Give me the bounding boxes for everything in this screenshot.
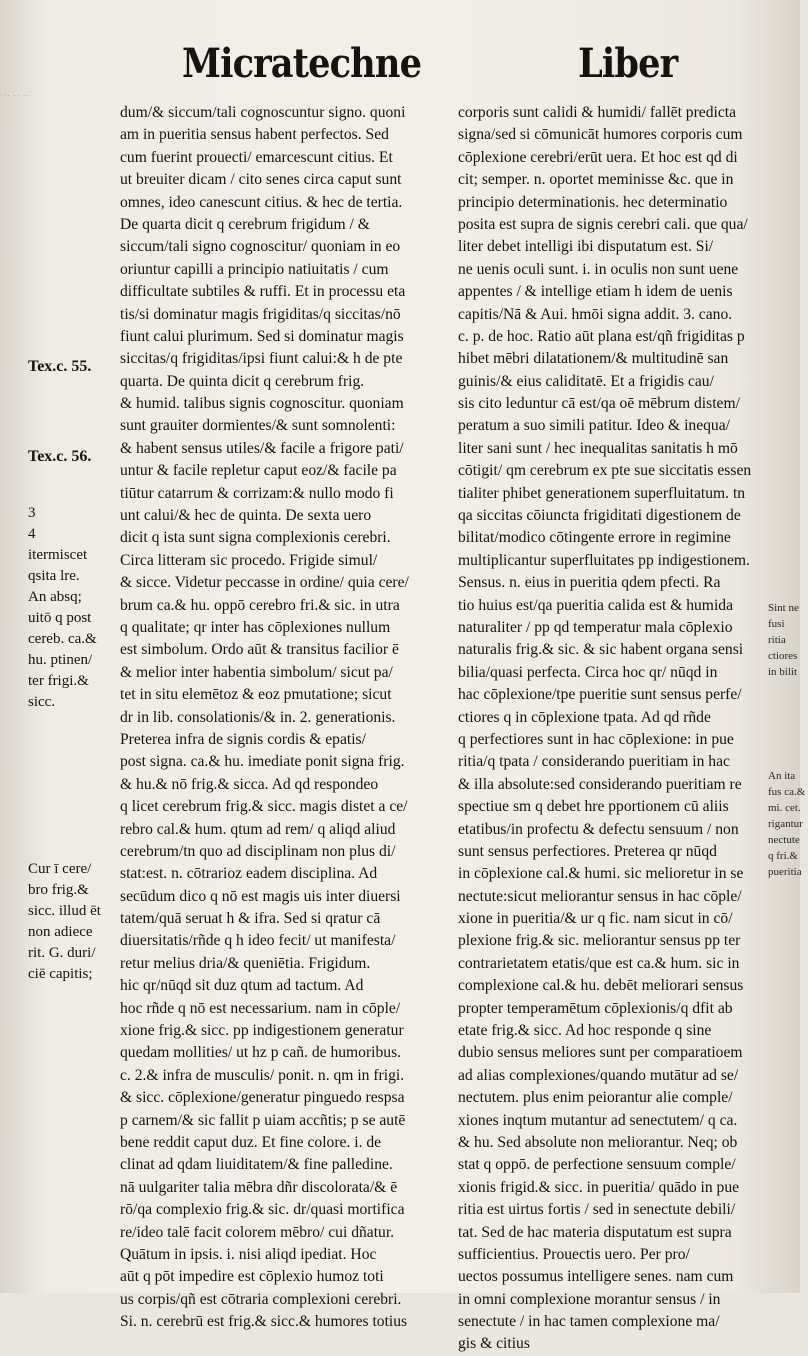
text-line: spectiue sm q debet hre pportionem cū aliis <box>458 798 729 816</box>
running-header-right: Liber <box>578 40 678 87</box>
text-line: retur melius dria/& queniētia. Frigidum. <box>120 954 371 972</box>
margin-note-line: rigantur <box>768 818 803 830</box>
margin-note-line: Sint ne <box>768 602 799 614</box>
margin-note-line: fus ca.& <box>768 786 806 798</box>
margin-note-line: itermiscet <box>28 547 88 563</box>
margin-note-text-55: Tex.c. 55. <box>28 358 92 375</box>
text-line: sufficientius. Prouectis uero. Per pro/ <box>458 1245 690 1263</box>
text-line: ne uenis oculi sunt. i. in oculis non sunt uene <box>458 260 739 278</box>
text-line: in omni complexione morantur sensus / in <box>458 1290 721 1308</box>
text-line: liter sani sunt / hec inequalitas sanitatis h mō <box>458 439 738 457</box>
text-line: complexione cal.& hu. debēt meliorari sensus <box>458 977 744 995</box>
margin-note-line: Cur ī cere/ <box>28 861 92 877</box>
text-line: Circa litteram sic procedo. Frigide simul/ <box>120 551 378 569</box>
text-line: q qualitate; qr inter has cōplexiones nullum <box>120 618 391 636</box>
text-line: clinat ad qdam liuiditatem/& fine palledine. <box>120 1156 393 1174</box>
text-line: xione frig.& sicc. pp indigestionem generatur <box>120 1022 404 1040</box>
text-line: dr in lib. consolationis/& in. 2. generationis. <box>120 708 396 726</box>
text-line: & hu. Sed absolute non meliorantur. Neq; ob <box>458 1133 738 1151</box>
text-line: liter debet intelligi ibi disputatum est. Si/ <box>458 238 714 256</box>
margin-note-line: ter frigi.& <box>28 673 89 689</box>
text-line: oriuntur capilli a principio natiuitatis / cum <box>120 260 389 278</box>
text-line: plexione frig.& sic. meliorantur sensus pp ter <box>458 932 741 950</box>
margin-note-line: 4 <box>28 526 36 542</box>
text-line: ad alias complexiones/quando mutātur ad se/ <box>458 1066 739 1084</box>
text-line: multiplicantur superfluitates pp indigestionem. <box>458 551 750 569</box>
margin-note-line: q fri.& <box>768 850 798 862</box>
text-line: gis & citius <box>458 1335 530 1353</box>
text-line: cōplexione cerebri/erūt uera. Et hoc est qd di <box>458 148 738 166</box>
text-line: & habent sensus utiles/& facile a frigore pati/ <box>120 439 404 457</box>
margin-note-line: nectute <box>768 834 800 846</box>
text-line: & hu.& nō frig.& sicca. Ad qd respondeo <box>120 775 379 793</box>
text-line: hoc rñde q nō est necessarium. nam in cōple/ <box>120 999 401 1017</box>
running-header-left: Micratechne <box>182 40 422 87</box>
margin-note-line: An ita <box>768 770 796 782</box>
text-line: c. p. de hoc. Ratio aūt plana est/qñ frigiditas p <box>458 327 745 345</box>
text-line: stat q oppō. de perfectione sensuum comple/ <box>458 1156 736 1174</box>
margin-note-line: rit. G. duri/ <box>28 945 96 961</box>
text-line: bilitat/modico cōtingente errore in regimine <box>458 529 731 547</box>
text-line: De quarta dicit q cerebrum frigidum / & <box>120 215 370 233</box>
text-line: bilia/quasi perfecta. Circa hoc qr/ nūqd in <box>458 663 718 681</box>
margin-note-line: ciē capitis; <box>28 966 93 982</box>
text-line: quedam mollities/ ut hz p cañ. de humoribus. <box>120 1044 402 1062</box>
text-line: secūdum dico q nō est magis uis inter diuersi <box>120 887 401 905</box>
gutter-smudge: ·· ·· ·· <box>4 92 30 100</box>
text-line: tet in situ elemētoz & eoz pmutatione; sicut <box>120 686 392 704</box>
text-line: us corpis/qñ est cōtraria complexioni cerebri. <box>120 1290 402 1308</box>
text-line: & humid. talibus signis cognoscitur. quoniam <box>120 395 404 413</box>
text-line: cerebrum/tn quo ad disciplinam non plus di/ <box>120 842 396 860</box>
text-line: tis/si dominatur magis frigiditas/q siccitas/nō <box>120 305 401 323</box>
margin-note-line: 3 <box>28 505 36 521</box>
text-line: sunt sensus perfectiores. Preterea qr nūqd <box>458 842 717 860</box>
text-line: tat. Sed de hac materia disputatum est supra <box>458 1223 732 1241</box>
text-line: qa siccitas cōiuncta frigiditati digestionem de <box>458 507 741 525</box>
text-line: propter temperamētum cōplexionis/q dfit ab <box>458 999 733 1017</box>
text-line: ctiores q in cōplexione tpata. Ad qd rñde <box>458 708 711 726</box>
text-line: nectute:sicut meliorantur sensus in hac cōple/ <box>458 887 742 905</box>
left-text-column <box>120 102 448 1333</box>
text-line: est simbolum. Ordo aūt & transitus facilior ē <box>120 641 399 659</box>
text-line: etatibus/in profectu & defectu sensuum / non <box>458 820 739 838</box>
text-line: q perfectiores sunt in hac cōplexione: in pue <box>458 730 734 748</box>
text-line: untur & facile repletur caput eoz/& facile pa <box>120 462 397 480</box>
text-line: nectutem. plus enim peiorantur alie comple/ <box>458 1089 733 1107</box>
margin-note-line: pueritia <box>768 866 802 878</box>
text-line: q licet cerebrum frig.& sicc. magis distet a ce/ <box>120 798 408 816</box>
text-line: siccum/tali signo cognoscitur/ quoniam in eo <box>120 238 401 256</box>
text-line: ritia est uirtus fortis / sed in senectute debili/ <box>458 1201 736 1219</box>
text-line: & illa absolute:sed considerando pueritiam re <box>458 775 742 793</box>
text-line: etate frig.& sicc. Ad hoc responde q sine <box>458 1022 712 1040</box>
text-line: & melior inter habentia simbolum/ sicut pa/ <box>120 663 393 681</box>
text-line: naturalis frig.& sic. & sic habent organa sensi <box>458 641 744 659</box>
text-line: rebro cal.& hum. qtum ad rem/ q aliqd aliud <box>120 820 396 838</box>
text-line: tiūtur catarrum & corrizam:& nullo modo fi <box>120 484 394 502</box>
text-line: xiones inqtum mutantur ad senectutem/ q ca. <box>458 1111 738 1129</box>
margin-note-line: ritia <box>768 634 786 646</box>
text-line: siccitas/q frigiditas/ipsi fiunt calui:& h de pte <box>120 350 403 368</box>
text-line: contrarietatem etatis/que est ca.& hum. sic in <box>458 954 740 972</box>
text-line: appentes / & intellige etiam h idem de uenis <box>458 283 733 301</box>
text-line: naturaliter / pp qd temperatur mala cōplexio <box>458 618 733 636</box>
text-line: brum ca.& hu. oppō cerebro fri.& sic. in utra <box>120 596 400 614</box>
text-line: fiunt calui plurimum. Sed si dominatur magis <box>120 327 404 345</box>
margin-note-line: mi. cet. <box>768 802 801 814</box>
text-line: quarta. De quinta dicit q cerebrum frig. <box>120 372 365 390</box>
text-line: post signa. ca.& hu. imediate ponit signa frig. <box>120 753 405 771</box>
text-line: rō/qa complexio frig.& sic. dr/quasi mortifica <box>120 1201 405 1219</box>
margin-note-line: An absq; <box>28 589 82 605</box>
text-line: hac cōplexione/tpe pueritie sunt sensus perfe/ <box>458 686 742 704</box>
text-line: senectute / in hac tamen complexione ma/ <box>458 1313 720 1331</box>
text-line: signa/sed si cōmunicāt humores corporis cum <box>458 126 743 144</box>
text-line: & sicc. cōplexione/generatur pinguedo respsa <box>120 1089 405 1107</box>
text-line: Preterea infra de signis cordis & epatis/ <box>120 730 366 748</box>
text-line: uectos possumus intelligere senes. nam cum <box>458 1268 734 1286</box>
text-line: dicit q ista sunt signa complexionis cerebri. <box>120 529 391 547</box>
text-line: bene reddit caput duz. Et fine colore. i. de <box>120 1133 382 1151</box>
text-line: principio determinationis. hec determinatio <box>458 193 728 211</box>
text-line: am in pueritia sensus habent perfectos. Sed <box>120 126 389 144</box>
text-line: capitis/Nā & Aui. hmōi signa addit. 3. cano. <box>458 305 733 323</box>
text-line: aūt q pōt impedire est cōplexio humoz toti <box>120 1268 384 1286</box>
margin-note-line: cereb. ca.& <box>28 631 97 647</box>
text-line: diuersitatis/rñde q h ideo fecit/ ut manifesta/ <box>120 932 396 950</box>
margin-note-line: bro frig.& <box>28 882 89 898</box>
text-line: tio huius est/qa pueritia calida est & humida <box>458 596 733 614</box>
margin-note-line: ctiores <box>768 650 798 662</box>
margin-note-line: qsita lre. <box>28 568 80 584</box>
text-line: difficultate subtiles & ruffi. Et in processu eta <box>120 283 406 301</box>
text-line: peratum a suo simili patitur. Ideo & inequa/ <box>458 417 730 435</box>
margin-note-line: hu. ptinen/ <box>28 652 93 668</box>
text-line: corporis sunt calidi & humidi/ fallēt predicta <box>458 104 737 121</box>
margin-note-line: fusi <box>768 618 785 630</box>
margin-note-line: uitō q post <box>28 610 92 626</box>
text-line: xione in pueritia/& ur q fic. nam sicut in cō/ <box>458 910 733 928</box>
text-line: c. 2.& infra de musculis/ ponit. n. qm in frigi. <box>120 1066 405 1084</box>
text-line: p carnem/& sic fallit p uiam accñtis; p se autē <box>120 1111 406 1129</box>
margin-note-line: sicc. <box>28 694 56 710</box>
text-line: ut breuiter dicam / cito senes circa caput sunt <box>120 171 402 189</box>
text-line: dubio sensus meliores sunt per comparatioem <box>458 1044 743 1062</box>
text-line: dum/& siccum/tali cognoscuntur signo. quoni <box>120 104 406 121</box>
text-line: tialiter phibet generationem superfluitatum. tn <box>458 484 746 502</box>
text-line: omnes, ideo canescunt citius. & hec de tertia. <box>120 193 403 211</box>
text-line: guinis/& eius caliditatē. Et a frigidis cau/ <box>458 372 714 390</box>
text-line: posita est supra de signis cerebri cali. que qua/ <box>458 215 748 233</box>
bleed-through <box>160 1222 340 1242</box>
text-line: cōtigit/ qm cerebrum ex pte sue siccitatis essen <box>458 462 752 480</box>
margin-note-line: sicc. illud ēt <box>28 903 101 919</box>
text-line: hibet mēbri dilatationem/& multitudinē san <box>458 350 729 368</box>
text-line: & sicce. Videtur peccasse in ordine/ quia cere/ <box>120 574 409 592</box>
text-line: tatem/quā seruat h & ifra. Sed si qratur cā <box>120 910 381 928</box>
text-line: hic qr/nūqd sit duz qtum ad tactum. Ad <box>120 977 364 995</box>
margin-note-line: in bilit <box>768 666 798 678</box>
text-line: cum fuerint prouecti/ emarcescunt citius. Et <box>120 148 393 166</box>
text-line: Quātum in ipsis. i. nisi aliqd ipediat. Hoc <box>120 1245 377 1263</box>
text-line: cit; semper. n. oportet meminisse &c. que in <box>458 171 734 189</box>
margin-note-line: non adiece <box>28 924 93 940</box>
text-line: ritia/q tpata / considerando pueritiam in hac <box>458 753 730 771</box>
text-line: sis cito leduntur cā est/qa oē mēbrum distem/ <box>458 395 740 413</box>
right-text-column <box>458 102 770 1356</box>
text-line: Si. n. cerebrū est frig.& sicc.& humores totius <box>120 1313 408 1331</box>
text-line: nā uulgariter talia mēbra dñr discolorata/& ē <box>120 1178 398 1196</box>
text-line: unt calui/& hec de quinta. De sexta uero <box>120 507 372 525</box>
margin-note-text-56: Tex.c. 56. <box>28 448 92 465</box>
text-line: stat:est. n. cōtrarioz eadem disciplina. Ad <box>120 865 378 883</box>
text-line: in cōplexione cal.& humi. sic melioretur in se <box>458 865 744 883</box>
text-line: xionis frigid.& sicc. in pueritia/ quādo in pue <box>458 1178 740 1196</box>
text-line: Sensus. n. eius in pueritia qdem pfecti. Ra <box>458 574 721 592</box>
text-line: sunt grauiter dormientes/& sunt somnolenti: <box>120 417 396 435</box>
text-line: re/ideo talē facit colorem mēbro/ cui dñatur. <box>120 1223 395 1241</box>
